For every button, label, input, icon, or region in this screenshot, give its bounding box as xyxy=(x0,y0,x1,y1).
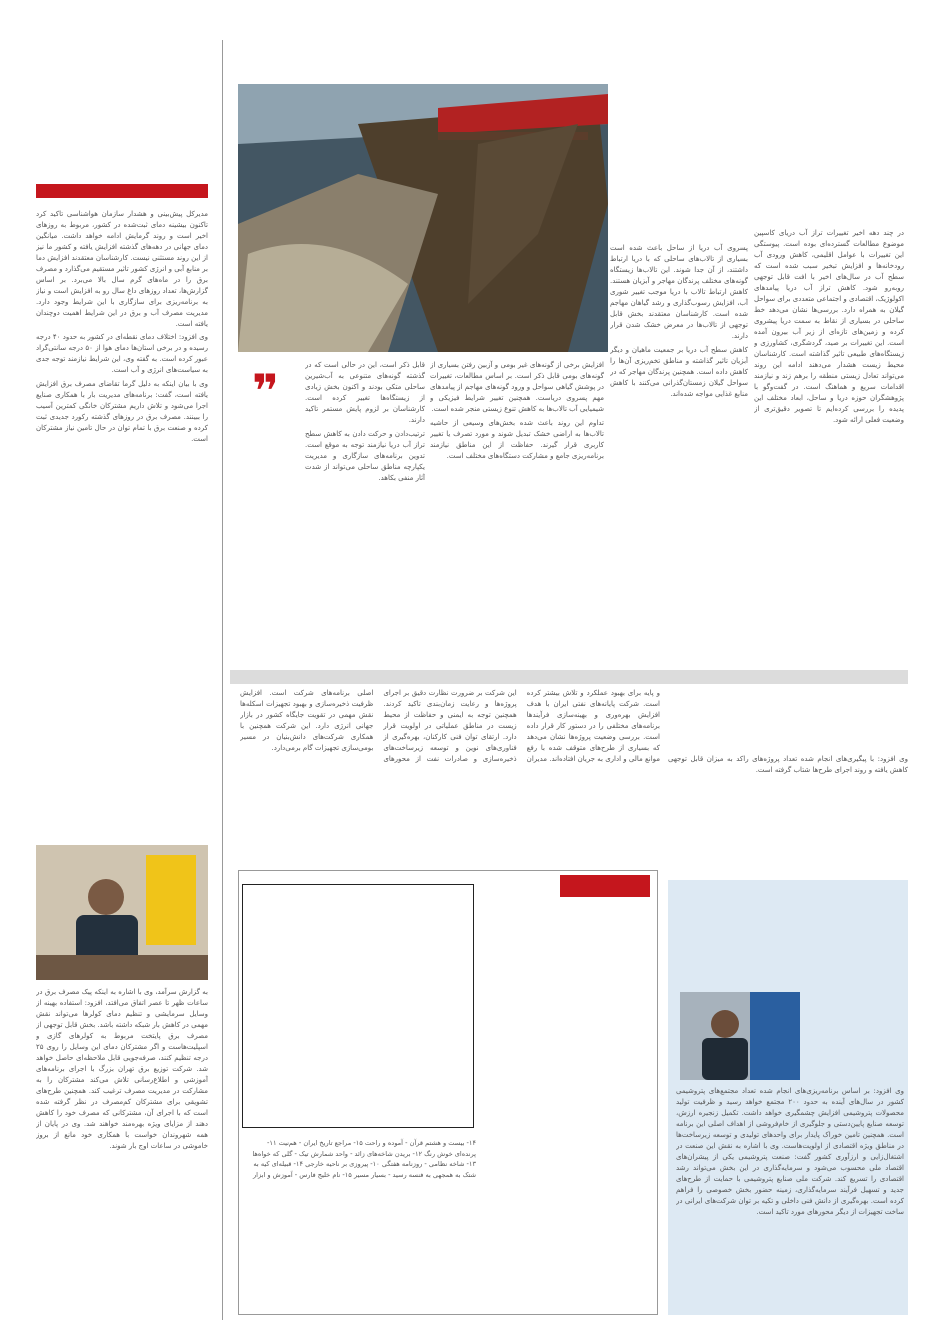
lead-story-column-1 xyxy=(754,226,904,658)
body-text: به گزارش سرآمد، وی با اشاره به اینکه پیک مصرف برق در ساعات ظهر تا عصر اتفاق می‌افتد، افزود: استفاده بهینه از وسایل سرمایشی و تنظیم دمای کولرها می‌تواند نقش مهمی در کاهش بار شبکه داشته باشد. بخش قابل توجهی از مصرف برق پایتخت مربوط به کولرهای گازی و اسپلیت‌هاست و اگر مشترکان دمای این وسایل را روی ۲۵ درجه تنظیم کنند، صرفه‌جویی قابل ملاحظه‌ای حاصل خواهد شد. شرکت توزیع برق تهران بزرگ با اجرای برنامه‌های آموزشی و اطلاع‌رسانی تلاش می‌کند مشترکان را به مشارکت در مدیریت مصرف ترغیب کند. همچنین طرح‌های تشویقی برای مشترکان کم‌مصرف در نظر گرفته شده است که با اجرای آن، مشترکانی که مصرف خود را کاهش دهند از مزایای ویژه بهره‌مند خواهند شد. وی در پایان از همه شهروندان خواست با همکاری خود مانع از بروز خاموشی در ساعات اوج بار شوند. xyxy=(36,988,208,1150)
crossword-column-numbers xyxy=(242,874,474,884)
body-text: قابل ذکر است، این در حالی است که در گذشته گونه‌های متنوعی به آب‌شیرین ساحلی متکی بودند و اکنون بخش زیادی از زیستگاه‌ها تغییر کرده است. کارشناسان بر لزوم پایش مستمر تاکید دارند. xyxy=(305,361,425,424)
body-text: افزایش برخی از گونه‌های غیر بومی و آزبین رفتن بسیاری از گونه‌های بومی قابل ذکر است. بر اساس مطالعات، تغییرات در پوشش گیاهی سواحل و ورود گونه‌های مهاجم از پیامدهای مهم پسروی دریاست. همچنین تغییر شرایط فیزیکی و شیمیایی آب تالاب‌ها به کاهش تنوع زیستی منجر شده است. xyxy=(430,361,604,413)
left-column xyxy=(36,206,208,834)
body-text: و پایه برای بهبود عملکرد و تلاش بیشتر کرده است. شرکت پایانه‌های نفتی ایران با هدف افزایش بهره‌وری و بهینه‌سازی فرآیندها برنامه‌های مختلفی را در دستور کار قرار داده است. بررسی وضعیت پروژه‌ها نشان می‌دهد که بسیاری از طرح‌های متوقف شده با رفع موانع مالی و اداری به جریان افتاده‌اند. مدیران این شرکت بر ضرورت نظارت دقیق بر اجرای پروژه‌ها و رعایت زمان‌بندی تاکید کردند. همچنین توجه به ایمنی و حفاظت از محیط زیست در مناطق عملیاتی در اولویت قرار دارد. ارتقای توان فنی کارکنان، بهره‌گیری از فناوری‌های نوین و توسعه زیرساخت‌های ذخیره‌سازی و صادرات نفت از محورهای اصلی برنامه‌های شرکت است. افزایش ظرفیت ذخیره‌سازی و بهبود تجهیزات اسکله‌ها نقش مهمی در تقویت جایگاه کشور در بازار جهانی انرژی دارد. این شرکت همچنین با همکاری شرکت‌های دانش‌بنیان در مسیر بومی‌سازی تجهیزات گام برمی‌دارد. xyxy=(240,689,660,763)
official-photo xyxy=(36,845,208,980)
speaker-illustration xyxy=(680,992,800,1080)
body-text: تداوم این روند باعث شده بخش‌های وسیعی از حاشیه تالاب‌ها به اراضی خشک تبدیل شوند و مورد تصرف یا تغییر کاربری قرار گیرند. حفاظت از این مناطق نیازمند برنامه‌ریزی جامع و مشارکت دستگاه‌های مختلف است. xyxy=(430,419,604,460)
crossword-clues-across xyxy=(492,902,652,1302)
section-tag xyxy=(36,184,208,198)
crossword-grid-graphic[interactable] xyxy=(241,885,473,1129)
quote-icon: ❞ xyxy=(252,364,279,418)
petrochemical-lead-short xyxy=(806,995,904,1085)
body-text: ترتیب‌دادن و حرکت دادن به کاهش سطح تراز آب دریا نیازمند توجه به موقع است. تدوین برنامه‌های سازگاری و مدیریت یکپارچه مناطق ساحلی می‌تواند از شدت آثار منفی بکاهد. xyxy=(305,430,425,482)
lead-story-column-2 xyxy=(610,240,748,658)
portrait-illustration xyxy=(36,845,208,980)
petro-lead-column xyxy=(668,752,908,862)
lead-story-column-3 xyxy=(430,360,604,658)
petrochemical-body xyxy=(676,1086,904,1311)
caspian-shore-illustration xyxy=(238,84,608,352)
body-text: در چند دهه اخیر تغییرات تراز آب دریای کاسپین موضوع مطالعات گسترده‌ای بوده است. پیوستگی این تغییرات با عوامل اقلیمی، کاهش ورودی آب رودخانه‌ها و افزایش تبخیر سبب شده است که سطح آب در سال‌های اخیر با افت قابل توجهی روبه‌رو شود. کاهش تراز آب دریا پیامدهای اکولوژیک، اقتصادی و اجتماعی متعددی برای سواحل گیلان به همراه دارد. بررسی‌ها نشان می‌دهد خط ساحلی در بسیاری از نقاط به سمت دریا پیشروی کرده و زمین‌های تازه‌ای از زیر آب بیرون آمده است. این تغییرات بر صید، گردشگری، کشاورزی و زیستگاه‌های طبیعی تاثیر گذاشته است. کارشناسان محیط زیست هشدار می‌دهند ادامه این روند می‌تواند تعادل زیستی منطقه را برهم زند و نیازمند اقدامات سریع و هماهنگ است. در گفت‌وگو با پژوهشگران حوزه دریا و ساحل، ابعاد مختلف این پدیده را بررسی کرده‌ایم تا تصویر دقیق‌تری از وضعیت فعلی ارائه شود. xyxy=(754,229,904,424)
crossword-row-numbers xyxy=(474,884,484,1128)
lead-story-column-4 xyxy=(305,360,425,658)
body-text: وی افزود: بر اساس برنامه‌ریزی‌های انجام شده تعداد مجتمع‌های پتروشیمی کشور در سال‌های آینده به حدود ۲۰۰ مجتمع خواهد رسید و ظرفیت تولید محصولات پتروشیمی افزایش چشمگیری خواهد داشت. تکمیل زنجیره ارزش، توسعه صنایع پایین‌دستی و جلوگیری از خام‌فروشی از اهداف اصلی این برنامه است. همچنین تامین خوراک پایدار برای واحدهای تولیدی و توسعه زیرساخت‌ها در مناطق ویژه اقتصادی از اولویت‌هاست. وی با اشاره به نقش این صنعت در اشتغال‌زایی و ارزآوری کشور گفت: صنعت پتروشیمی یکی از پیشران‌های اقتصاد ملی محسوب می‌شود و سرمایه‌گذاری در این بخش می‌تواند رشد اقتصادی را تسریع کند. شرکت ملی صنایع پتروشیمی با حمایت از طرح‌های جدید و تسهیل فرآیند سرمایه‌گذاری، زمینه حضور بخش خصوصی را فراهم کرده است. بهره‌گیری از دانش فنی داخلی و تکیه بر توان شرکت‌های ایرانی در ساخت تجهیزات از دیگر محورهای مورد تاکید است. xyxy=(676,1087,904,1216)
petrochemical-photo xyxy=(680,992,800,1080)
body-text: پسروی آب دریا از ساحل باعث شده است بسیاری از تالاب‌های ساحلی که با دریا ارتباط داشتند، از آن جدا شوند. این تالاب‌ها زیستگاه گونه‌های مختلف پرندگان مهاجر و آبزیان هستند. کاهش ارتباط تالاب با دریا موجب تغییر شوری آب، افزایش رسوب‌گذاری و رشد گیاهان مهاجم شده است. کارشناسان معتقدند بخش قابل توجهی از تالاب‌ها در معرض خشک شدن قرار دارند. xyxy=(610,244,748,340)
crossword-extra-clues xyxy=(246,1138,476,1308)
body-text: مدیرکل پیش‌بینی و هشدار سازمان هواشناسی تاکید کرد تاکنون بیشینه دمای ثبت‌شده در کشور، مربوط به روزهای اخیر است و روند گرمایش ادامه خواهد داشت. میانگین دمای جهانی در دهه‌های گذشته افزایش یافته و کشور ما نیز از این روند مستثنی نیست. کارشناسان معتقدند افزایش دما بر منابع آبی و انرژی کشور تاثیر مستقیم می‌گذارد و مصرف برق را در ماه‌های گرم سال بالا می‌برد. بر اساس گزارش‌ها، تعداد روزهای داغ سال رو به افزایش است و نیاز به برنامه‌ریزی برای سازگاری با این شرایط وجود دارد. مدیریت مصرف آب و برق در این شرایط اهمیت دوچندان یافته است. xyxy=(36,210,208,328)
news-divider-bar xyxy=(230,670,908,684)
crossword-label xyxy=(560,875,650,897)
body-text: وی با بیان اینکه به دلیل گرما تقاضای مصرف برق افزایش یافته است، گفت: برنامه‌های مدیریت بار با همکاری صنایع اجرا می‌شود و تلاش داریم مشترکان خانگی کمترین آسیب را ببینند. مصرف برق در روزهای گذشته رکورد جدیدی ثبت کرده و صنعت برق با تمام توان در حال تامین نیاز مشترکان است. xyxy=(36,380,208,443)
body-text: وی افزود: با پیگیری‌های انجام شده تعداد پروژه‌های راکد به میزان قابل توجهی کاهش یافته و روند اجرای طرح‌ها شتاب گرفته است. xyxy=(668,755,908,774)
petro-body-columns xyxy=(240,688,660,863)
column-rule xyxy=(222,40,223,1320)
body-text: کاهش سطح آب دریا بر جمعیت ماهیان و دیگر آبزیان تاثیر گذاشته و مناطق تخم‌ریزی آن‌ها را کاهش داده است. همچنین پرندگان مهاجر که در سواحل گیلان زمستان‌گذرانی می‌کنند با کاهش منابع غذایی مواجه شده‌اند. xyxy=(610,346,748,398)
section-header xyxy=(36,152,208,182)
crossword-grid[interactable] xyxy=(242,884,474,1128)
hero-photo xyxy=(238,84,608,352)
clues-text: ۱۴- بیست و هشتم قرآن - آموده و راحت ۱۵- مراجع تاریخ ایران - هم‌نیت ۱۱- پرنده‌ای خوش رنگ ۱۲- بریدن شاخه‌های زائد - واحد شمارش تیک - گلی که خواه‌ها ۱۳- شاخه نظامی - روزنامه هفتگی ۱۰- پیروزی بر ناحیه خارجی ۱۴- قبیله‌ای کیه به شتک به همجهی به فنسه رسید - بسیار مسیر ۱۵- نام خلیج فارس - آموزش و ابزار xyxy=(252,1139,476,1179)
left-column-bottom xyxy=(36,985,208,1315)
body-text: وی افزود: اختلاف دمای نقطه‌ای در کشور به حدود ۴۰ درجه رسیده و در برخی استان‌ها دمای هوا از ۵۰ درجه سانتی‌گراد عبور کرده است. به گفته وی، این شرایط نیازمند توجه جدی به سیاست‌های انرژی و آب است. xyxy=(36,333,208,374)
